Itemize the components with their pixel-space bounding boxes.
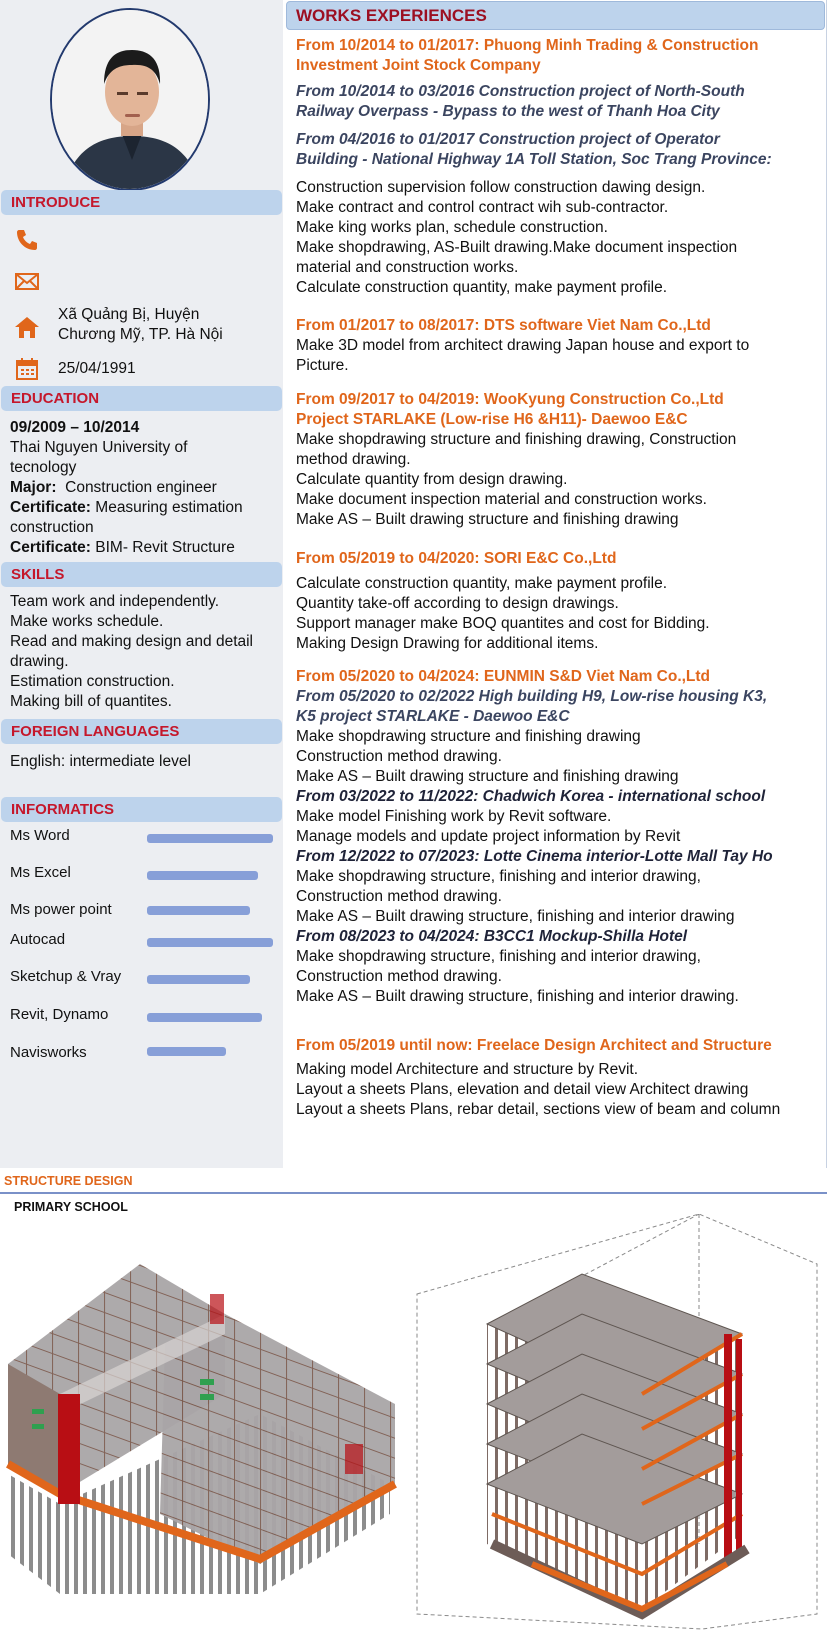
education-block (10, 418, 280, 558)
software-name: Ms Excel (10, 864, 71, 881)
task-item: Make 3D model from architect drawing Japan house and export to (296, 337, 750, 354)
job-wookyung (296, 390, 824, 530)
task-list (296, 178, 824, 298)
skills-list (10, 592, 282, 712)
task-item: Making Design Drawing for additional items. (296, 635, 599, 652)
company-title: From 05/2019 until now: Freelace Design Architect and Structure (296, 1037, 772, 1054)
task-item: Calculate construction quantity, make payment profile. (296, 279, 668, 296)
home-icon (14, 315, 40, 339)
skill-item: Making bill of quantites. (10, 693, 172, 710)
project-title: Project STARLAKE (Low-rise H6 &H11)- Daewoo E&C (296, 411, 688, 428)
software-name: Navisworks (10, 1044, 87, 1061)
certificate-value-cont: construction (10, 519, 94, 536)
project-title-cont: Building - National Highway 1A Toll Station, Soc Trang Province: (296, 151, 772, 168)
task-item: Make shopdrawing structure and finishing drawing, Construction (296, 431, 737, 448)
project-title: From 12/2022 to 07/2023: Lotte Cinema interior-Lotte Mall Tay Ho (296, 848, 773, 865)
task-item: Make shopdrawing structure, finishing and interior drawing, (296, 868, 701, 885)
task-item: Make model Finishing work by Revit software. (296, 808, 612, 825)
section-works: WORKS EXPERIENCES (286, 1, 825, 30)
task-item: Construction method drawing. (296, 968, 502, 985)
school-line-2: tecnology (10, 459, 77, 476)
skill-item: drawing. (10, 653, 69, 670)
major-value: Construction engineer (65, 479, 217, 496)
project-title: From 05/2020 to 02/2022 High building H9, Low-rise housing K3, (296, 688, 768, 705)
structure-render-building (412, 1214, 827, 1634)
task-item: Make AS – Built drawing structure and finishing drawing (296, 768, 679, 785)
task-item: Picture. (296, 357, 349, 374)
project-caption: PRIMARY SCHOOL (14, 1200, 128, 1214)
project-title: From 10/2014 to 03/2016 Construction project of North-South (296, 83, 745, 100)
section-languages: FOREIGN LANGUAGES (1, 719, 282, 744)
project-title: From 08/2023 to 04/2024: B3CC1 Mockup-Shilla Hotel (296, 928, 688, 945)
envelope-icon (14, 270, 40, 294)
task-item: Make document inspection material and construction works. (296, 491, 707, 508)
task-item: Construction method drawing. (296, 748, 502, 765)
software-level-bar (147, 906, 250, 915)
section-education: EDUCATION (1, 386, 282, 411)
task-item: Make shopdrawing structure and finishing drawing (296, 728, 641, 745)
section-skills: SKILLS (1, 562, 282, 587)
project-title: From 03/2022 to 11/2022: Chadwich Korea - international school (296, 788, 766, 805)
company-title: From 05/2019 to 04/2020: SORI E&C Co.,Ltd (296, 550, 617, 567)
project-block (296, 130, 824, 170)
phone-icon (14, 228, 40, 252)
software-name: Autocad (10, 931, 66, 948)
calendar-icon (14, 357, 40, 381)
software-level-bar (147, 938, 273, 947)
project-title-cont: Railway Overpass - Bypass to the west of Thanh Hoa City (296, 103, 720, 120)
software-level-bar (147, 871, 258, 880)
divider (0, 1192, 827, 1194)
task-item: Make contract and control contract wih sub-contractor. (296, 199, 669, 216)
task-item: Calculate quantity from design drawing. (296, 471, 568, 488)
structure-render-school (0, 1214, 410, 1634)
sidebar (0, 0, 283, 1168)
company-title-cont: Investment Joint Stock Company (296, 57, 541, 74)
task-item: Make shopdrawing structure, finishing and interior drawing, (296, 948, 701, 965)
task-list (296, 1060, 824, 1120)
job-dts (296, 316, 824, 376)
address (58, 305, 223, 345)
task-item: Construction supervision follow construction dawing design. (296, 179, 706, 196)
certificate-label: Certificate: (10, 499, 91, 516)
address-line-2: Chương Mỹ, TP. Hà Nội (58, 326, 223, 343)
certificate-value: BIM- Revit Structure (95, 539, 235, 556)
task-item: Manage models and update project information by Revit (296, 828, 681, 845)
project-title: From 04/2016 to 01/2017 Construction project of Operator (296, 131, 720, 148)
skill-item: Make works schedule. (10, 613, 164, 630)
section-informatics: INFORMATICS (1, 797, 282, 822)
address-line-1: Xã Quảng Bị, Huyện (58, 306, 200, 323)
job-phuong-minh (296, 36, 824, 76)
software-level-bar (147, 834, 273, 843)
task-item: Layout a sheets Plans, rebar detail, sections view of beam and column (296, 1101, 781, 1118)
task-item: material and construction works. (296, 259, 519, 276)
task-item: Layout a sheets Plans, elevation and detail view Architect drawing (296, 1081, 749, 1098)
project-title-cont: K5 project STARLAKE - Daewoo E&C (296, 708, 570, 725)
school-line-1: Thai Nguyen University of (10, 439, 188, 456)
software-level-bar (147, 1047, 226, 1056)
task-item: Make king works plan, schedule construction. (296, 219, 608, 236)
task-item: Make AS – Built drawing structure, finishing and interior drawing. (296, 988, 739, 1005)
education-period: 09/2009 – 10/2014 (10, 419, 140, 436)
task-item: Making model Architecture and structure by Revit. (296, 1061, 639, 1078)
company-title: From 05/2020 to 04/2024: EUNMIN S&D Viet Nam Co.,Ltd (296, 668, 711, 685)
job-eunmin (296, 667, 824, 1007)
task-item: Make shopdrawing, AS-Built drawing.Make document inspection (296, 239, 738, 256)
job-sori (296, 549, 824, 569)
birthday: 25/04/1991 (58, 360, 136, 377)
certificate-label: Certificate: (10, 539, 91, 556)
software-name: Ms power point (10, 901, 112, 918)
project-block (296, 82, 824, 122)
task-item: method drawing. (296, 451, 411, 468)
software-name: Sketchup & Vray (10, 968, 122, 985)
task-list (296, 574, 824, 654)
portfolio-section-title: STRUCTURE DESIGN (4, 1174, 133, 1188)
software-name: Revit, Dynamo (10, 1006, 109, 1023)
company-title: From 01/2017 to 08/2017: DTS software Viet Nam Co.,Ltd (296, 317, 711, 334)
person-photo (52, 10, 210, 191)
company-title: From 10/2014 to 01/2017: Phuong Minh Trading & Construction (296, 37, 759, 54)
task-item: Calculate construction quantity, make payment profile. (296, 575, 668, 592)
software-name: Ms Word (10, 827, 70, 844)
software-level-bar (147, 1013, 262, 1022)
task-item: Quantity take-off according to design drawings. (296, 595, 619, 612)
job-freelance (296, 1036, 824, 1056)
task-item: Construction method drawing. (296, 888, 502, 905)
skill-item: Estimation construction. (10, 673, 175, 690)
skill-item: Read and making design and detail (10, 633, 254, 650)
skill-item: Team work and independently. (10, 593, 220, 610)
certificate-value: Measuring estimation (95, 499, 243, 516)
task-item: Support manager make BOQ quantites and cost for Bidding. (296, 615, 710, 632)
language-english: English: intermediate level (10, 753, 191, 770)
avatar (50, 8, 210, 191)
task-item: Make AS – Built drawing structure and finishing drawing (296, 511, 679, 528)
software-level-bar (147, 975, 250, 984)
company-title: From 09/2017 to 04/2019: WooKyung Construction Co.,Ltd (296, 391, 724, 408)
task-item: Make AS – Built drawing structure, finishing and interior drawing (296, 908, 735, 925)
major-label: Major: (10, 479, 57, 496)
section-introduce: INTRODUCE (1, 190, 282, 215)
